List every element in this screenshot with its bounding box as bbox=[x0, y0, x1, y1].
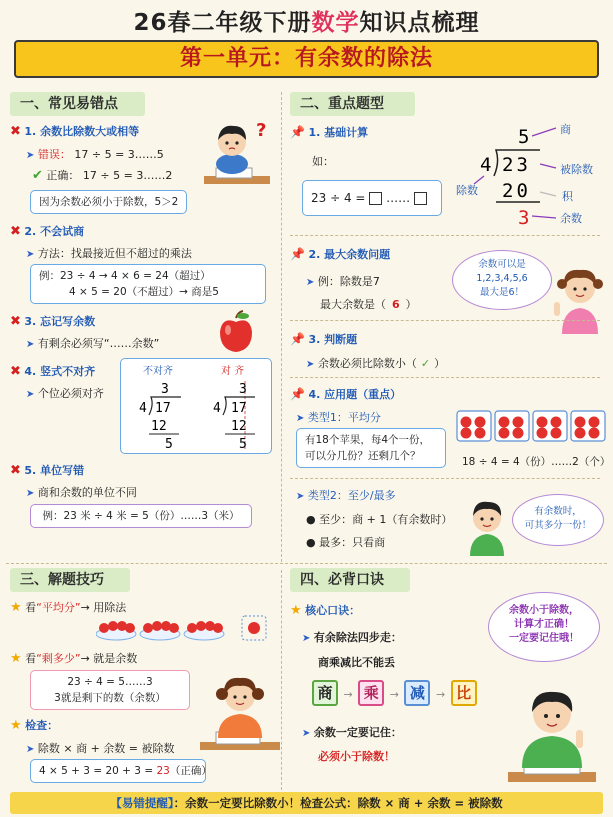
divider bbox=[290, 320, 600, 321]
step-chip-multiply: 乘 bbox=[358, 680, 384, 706]
check-example-box bbox=[30, 759, 212, 783]
reading-boy-illustration bbox=[506, 676, 598, 784]
keyword: “平均分” bbox=[36, 601, 81, 614]
pushpin-icon: 📌 bbox=[290, 332, 305, 346]
example-line: 例：23 ÷ 4 → 4 × 6 = 24（超过） bbox=[39, 270, 211, 282]
star-icon: ★ bbox=[10, 718, 22, 733]
text: → 就是余数 bbox=[80, 652, 138, 665]
label: 错误： bbox=[37, 148, 71, 161]
bullet-icon: ● bbox=[306, 513, 316, 526]
cross-icon: ✖ bbox=[10, 314, 21, 329]
example-line: 3就是剩下的数（余数） bbox=[54, 692, 166, 704]
label-misaligned: 不对齐 bbox=[143, 366, 173, 377]
product: 12 bbox=[231, 419, 247, 434]
bubble-line: 一定要记住哦！ bbox=[509, 633, 579, 644]
unit-banner: 第一单元：有余数的除法 bbox=[14, 40, 599, 78]
arrow-icon: → bbox=[389, 688, 399, 701]
text: 个位必须对齐 bbox=[37, 387, 104, 400]
expression: 17 ÷ 5 = 3……5 bbox=[74, 148, 164, 161]
divisor: 4 bbox=[139, 401, 147, 416]
label-remainder: 余数 bbox=[560, 212, 582, 225]
divider bbox=[6, 563, 607, 564]
mistake-item-2 bbox=[10, 223, 84, 239]
divisor: 4 bbox=[213, 401, 221, 416]
dividend: 17 bbox=[155, 401, 171, 416]
bubble-line: 可其多分一份！ bbox=[524, 520, 592, 531]
pushpin-icon: 📌 bbox=[290, 125, 305, 139]
type-item-2 bbox=[290, 246, 390, 262]
alignment-comparison-box bbox=[120, 358, 272, 454]
apple-icon bbox=[216, 310, 256, 354]
reminder-text: ：余数一定要比除数小！检查公式：除数 × 商 + 余数 = 被除数 bbox=[173, 796, 503, 810]
text: 最多：只看商 bbox=[319, 536, 386, 549]
item-title: 5. 单位写错 bbox=[24, 464, 85, 477]
text: 余数一定要记住： bbox=[313, 726, 402, 739]
answer-blank-quotient[interactable] bbox=[369, 192, 382, 205]
text: （正确） bbox=[169, 765, 212, 777]
arrow-icon: ➤ bbox=[26, 339, 35, 350]
core-mnemonic-label bbox=[290, 602, 360, 618]
arrow-icon: ➤ bbox=[306, 277, 315, 288]
pushpin-icon: 📌 bbox=[290, 387, 305, 401]
speech-bubble bbox=[512, 494, 604, 546]
pushpin-icon: 📌 bbox=[290, 247, 305, 261]
remainder: 5 bbox=[239, 437, 247, 452]
section-heading-mnemonics: 四、必背口诀 bbox=[290, 568, 410, 592]
check-icon: ✔ bbox=[32, 168, 43, 183]
check-rule bbox=[26, 740, 175, 756]
bubble-line: 余数小于除数， bbox=[509, 605, 579, 616]
section-heading-tips: 三、解题技巧 bbox=[10, 568, 130, 592]
arrow-icon: ➤ bbox=[26, 488, 35, 499]
arrow-icon: ➤ bbox=[26, 744, 35, 755]
mnemonic-line bbox=[302, 629, 402, 645]
mnemonic-line: 必须小于除数！ bbox=[318, 750, 395, 763]
section-heading-key-types: 二、重点题型 bbox=[290, 92, 415, 116]
arrow-icon: ➤ bbox=[306, 359, 315, 370]
mistake-item-1 bbox=[10, 123, 139, 139]
item-title: 2. 最大余数问题 bbox=[308, 248, 391, 261]
type2-label bbox=[296, 487, 396, 503]
label-product: 积 bbox=[562, 190, 573, 203]
answer: 6 bbox=[392, 298, 400, 311]
bottom-reminder-bar bbox=[10, 792, 603, 814]
text: 有剩余必须写“……余数” bbox=[37, 337, 160, 350]
step-chip-quotient: 商 bbox=[312, 680, 338, 706]
label-divisor: 除数 bbox=[456, 184, 478, 197]
text: 例：除数是7 bbox=[317, 275, 380, 288]
arrow-icon: → bbox=[435, 688, 446, 701]
label: 正确： bbox=[46, 169, 80, 182]
long-division-diagram bbox=[444, 118, 609, 230]
cross-icon: ✖ bbox=[10, 364, 21, 379]
item-title: 3. 忘记写余数 bbox=[24, 315, 96, 328]
answer-blank-remainder[interactable] bbox=[414, 192, 427, 205]
dots: …… bbox=[386, 191, 411, 205]
steps-row bbox=[312, 680, 477, 706]
thinking-boy-illustration bbox=[204, 118, 274, 188]
dividend: 17 bbox=[231, 401, 247, 416]
label-quotient: 商 bbox=[560, 123, 571, 136]
item-title: 1. 基础计算 bbox=[308, 126, 369, 139]
arrow-icon: ➤ bbox=[26, 249, 35, 260]
expression: 17 ÷ 5 = 3……2 bbox=[82, 169, 173, 182]
text: 商和余数的单位不同 bbox=[37, 486, 137, 499]
right-line bbox=[32, 167, 172, 183]
wrong-line bbox=[26, 146, 164, 162]
mnemonic-line: 商乘减比不能丢 bbox=[318, 656, 395, 669]
item-title: 4. 应用题（重点） bbox=[308, 388, 402, 401]
mistake-item-3 bbox=[10, 313, 95, 329]
method-line bbox=[26, 245, 192, 261]
type1-label bbox=[296, 409, 381, 425]
text: 看 bbox=[25, 652, 37, 665]
text: 类型2：至少/最多 bbox=[307, 489, 396, 502]
item-title: 3. 判断题 bbox=[308, 333, 358, 346]
product: 12 bbox=[151, 419, 167, 434]
arrow-icon: ➤ bbox=[26, 150, 35, 161]
quotient: 3 bbox=[239, 382, 247, 397]
remainder: 3 bbox=[518, 207, 530, 229]
reminder-label: 【易错提醒】 bbox=[110, 796, 174, 810]
example-label: 如： bbox=[312, 155, 334, 168]
arrow-icon: ➤ bbox=[296, 413, 305, 424]
step-chip-compare: 比 bbox=[451, 680, 477, 706]
item-title: 1. 余数比除数大或相等 bbox=[24, 125, 140, 138]
divider bbox=[290, 235, 600, 236]
divider bbox=[290, 478, 600, 479]
quotient: 5 bbox=[518, 126, 530, 148]
star-icon: ★ bbox=[290, 603, 302, 618]
text: 4 × 5 + 3 = 20 + 3 = bbox=[39, 765, 157, 777]
type-item-4 bbox=[290, 386, 401, 402]
mnemonic-line bbox=[302, 724, 402, 740]
label-aligned: 对 齐 bbox=[221, 366, 245, 377]
text: 看 bbox=[25, 601, 37, 614]
question-box bbox=[296, 428, 446, 468]
text-line bbox=[26, 335, 159, 351]
keyword: “剩多少” bbox=[36, 652, 81, 665]
text: 余数必须比除数小（ bbox=[317, 357, 417, 370]
arrow-icon: → bbox=[343, 688, 353, 701]
mistake-item-4 bbox=[10, 363, 95, 379]
answer-line: 18 ÷ 4 = 4（份）……2（个） bbox=[462, 456, 611, 468]
text: 有余除法四步走： bbox=[313, 631, 402, 644]
example-box bbox=[30, 264, 266, 304]
apple-groups bbox=[96, 614, 276, 642]
svg-text:?: ? bbox=[256, 120, 267, 141]
cross-icon: ✖ bbox=[10, 463, 21, 478]
most-line bbox=[306, 534, 385, 550]
bubble-line: 有余数时， bbox=[534, 506, 582, 517]
item-title: 2. 不会试商 bbox=[24, 225, 85, 238]
tip-remaining bbox=[10, 650, 137, 666]
example-line: 4 × 5 = 20（不超过）→ 商是5 bbox=[69, 286, 219, 298]
question-line: 有18个苹果，每4个一份， bbox=[305, 434, 431, 446]
dividend: 23 bbox=[502, 154, 531, 176]
example-line bbox=[320, 296, 417, 312]
arrow-icon: ➤ bbox=[302, 633, 311, 644]
speech-bubble bbox=[452, 250, 552, 310]
least-line bbox=[306, 511, 452, 527]
page-title: 26春二年级下册数学知识点梳理 bbox=[133, 10, 480, 36]
divisor: 4 bbox=[480, 154, 492, 176]
text: 类型1：平均分 bbox=[307, 411, 381, 424]
bubble-line: 1,2,3,4,5,6 bbox=[476, 273, 528, 284]
fill-in-box bbox=[302, 180, 442, 216]
bubble-line: 余数可以是 bbox=[478, 259, 526, 270]
value: 23 bbox=[156, 765, 170, 777]
reading-girl-illustration bbox=[200, 664, 280, 754]
example-box: 例：23 米 ÷ 4 米 = 5（份）……3（米） bbox=[30, 504, 252, 528]
boy-illustration bbox=[462, 494, 512, 556]
text: 检查： bbox=[25, 719, 59, 732]
note-box: 因为余数必须小于除数，5＞2 bbox=[30, 190, 187, 214]
arrow-icon: ➤ bbox=[296, 491, 305, 502]
star-icon: ★ bbox=[10, 600, 22, 615]
cross-icon: ✖ bbox=[10, 224, 21, 239]
text: 核心口诀： bbox=[305, 604, 361, 617]
divider bbox=[281, 570, 282, 790]
question-line: 可以分几份？还剩几个？ bbox=[305, 450, 421, 462]
girl-illustration bbox=[552, 258, 608, 334]
bubble-line: 最大是6！ bbox=[479, 287, 525, 298]
text: 至少：商 + 1（有余数时） bbox=[319, 513, 453, 526]
speech-bubble bbox=[488, 592, 600, 662]
example-line: 23 ÷ 4 = 5……3 bbox=[67, 676, 153, 688]
text-line bbox=[26, 385, 104, 401]
example-box bbox=[30, 670, 190, 710]
quotient: 3 bbox=[161, 382, 169, 397]
text-line bbox=[26, 484, 137, 500]
star-icon: ★ bbox=[10, 651, 22, 666]
bullet-icon: ● bbox=[306, 536, 316, 549]
divider bbox=[281, 92, 282, 562]
cross-icon: ✖ bbox=[10, 124, 21, 139]
remainder: 5 bbox=[165, 437, 173, 452]
arrow-icon: ➤ bbox=[26, 389, 35, 400]
apple-boxes bbox=[456, 410, 606, 442]
type-item-1 bbox=[290, 124, 368, 140]
text: 最大余数是（ bbox=[320, 298, 386, 311]
tip-average bbox=[10, 599, 126, 615]
type-item-3 bbox=[290, 331, 357, 347]
step-chip-subtract: 减 bbox=[404, 680, 430, 706]
text: ） bbox=[434, 357, 446, 370]
check-heading bbox=[10, 717, 58, 733]
question: 23 ÷ 4 = bbox=[311, 191, 370, 205]
item-title: 4. 竖式不对齐 bbox=[24, 365, 96, 378]
mistake-item-5 bbox=[10, 462, 84, 478]
text: 除数 × 商 + 余数 = 被除数 bbox=[37, 742, 175, 755]
label-dividend: 被除数 bbox=[560, 163, 593, 176]
example-line bbox=[306, 273, 380, 289]
bubble-line: 计算才正确！ bbox=[514, 619, 574, 630]
check-icon: ✓ bbox=[420, 357, 431, 370]
text: ） bbox=[405, 298, 417, 311]
arrow-icon: ➤ bbox=[302, 728, 311, 739]
section-heading-common-mistakes: 一、常见易错点 bbox=[10, 92, 145, 116]
text: 方法：找最接近但不超过的乘法 bbox=[37, 247, 192, 260]
text: → 用除法 bbox=[80, 601, 127, 614]
judge-line bbox=[306, 355, 445, 371]
divider bbox=[290, 377, 600, 378]
product: 20 bbox=[502, 180, 531, 202]
